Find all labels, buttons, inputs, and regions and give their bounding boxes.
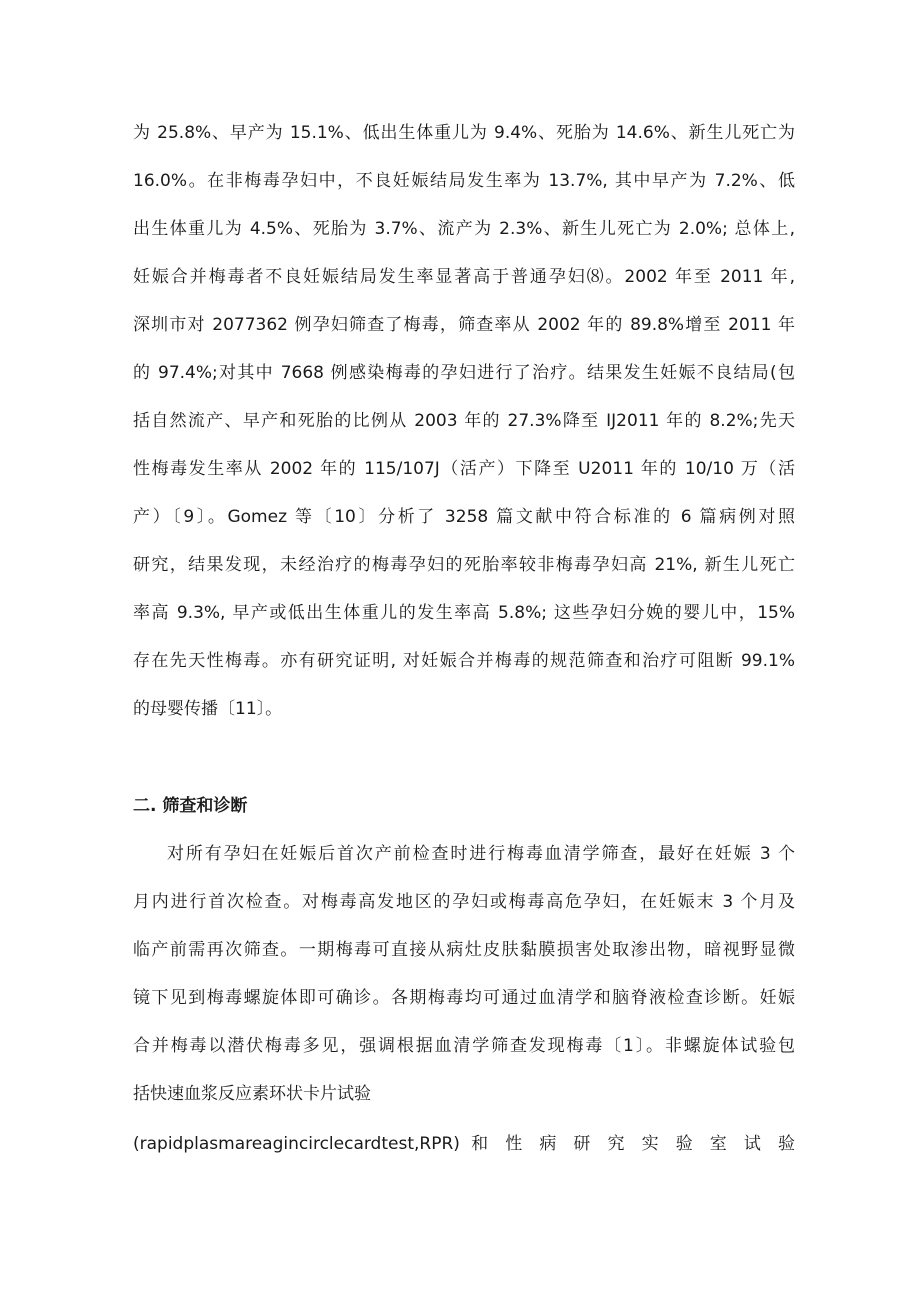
paragraph-line: 括自然流产、早产和死胎的比例从 2003 年的 27.3%降至 IJ2011 年的 8.2%;先天	[133, 411, 795, 431]
paragraph-line: 存在先天性梅毒。亦有研究证明, 对妊娠合并梅毒的规范筛查和治疗可阻断 99.1%	[133, 651, 795, 671]
paragraph-line: 合并梅毒以潜伏梅毒多见，强调根据血清学筛查发现梅毒〔1〕。非螺旋体试验包	[133, 1036, 795, 1056]
paragraph-line: 镜下见到梅毒螺旋体即可确诊。各期梅毒均可通过血清学和脑脊液检查诊断。妊娠	[133, 988, 795, 1008]
paragraph-line: 出生体重儿为 4.5%、死胎为 3.7%、流产为 2.3%、新生儿死亡为 2.0%; 总体上,	[133, 219, 795, 239]
section-heading: 二. 筛查和诊断	[133, 796, 248, 816]
paragraph-line: 的 97.4%;对其中 7668 例感染梅毒的孕妇进行了治疗。结果发生妊娠不良结局(包	[133, 363, 795, 383]
paragraph-line: 产）〔9〕。Gomez 等〔10〕分析了 3258 篇文献中符合标准的 6 篇病例对照	[133, 507, 795, 527]
paragraph-line: 月内进行首次检查。对梅毒高发地区的孕妇或梅毒高危孕妇，在妊娠末 3 个月及	[133, 892, 795, 912]
paragraph-line: 为 25.8%、早产为 15.1%、低出生体重儿为 9.4%、死胎为 14.6%、新生儿死亡为	[133, 123, 795, 143]
paragraph-line: 对所有孕妇在妊娠后首次产前检查时进行梅毒血清学筛查，最好在妊娠 3 个	[167, 844, 795, 864]
paragraph-line: 的母婴传播〔11〕。	[133, 699, 283, 719]
paragraph-line: 括快速血浆反应素环状卡片试验	[133, 1084, 371, 1104]
paragraph-line: (rapidplasmareagincirclecardtest,RPR) 和 性 病 研 究 实 验 室 试 验	[133, 1134, 795, 1154]
paragraph-line: 率高 9.3%, 早产或低出生体重儿的发生率高 5.8%; 这些孕妇分娩的婴儿中，15%	[133, 603, 795, 623]
paragraph-line: 临产前需再次筛查。一期梅毒可直接从病灶皮肤黏膜损害处取渗出物，暗视野显微	[133, 940, 795, 960]
paragraph-line: 妊娠合并梅毒者不良妊娠结局发生率显著高于普通孕妇⑻。2002 年至 2011 年,	[133, 267, 795, 287]
paragraph-line: 研究，结果发现，未经治疗的梅毒孕妇的死胎率较非梅毒孕妇高 21%, 新生儿死亡	[133, 555, 795, 575]
paragraph-line: 深圳市对 2077362 例孕妇筛查了梅毒，筛查率从 2002 年的 89.8%增至 2011 年	[133, 315, 795, 335]
paragraph-line: 性梅毒发生率从 2002 年的 115/107J（活产）下降至 U2011 年的 10/10 万（活	[133, 459, 795, 479]
paragraph-line: 16.0%。在非梅毒孕妇中，不良妊娠结局发生率为 13.7%, 其中早产为 7.2%、低	[133, 171, 795, 191]
